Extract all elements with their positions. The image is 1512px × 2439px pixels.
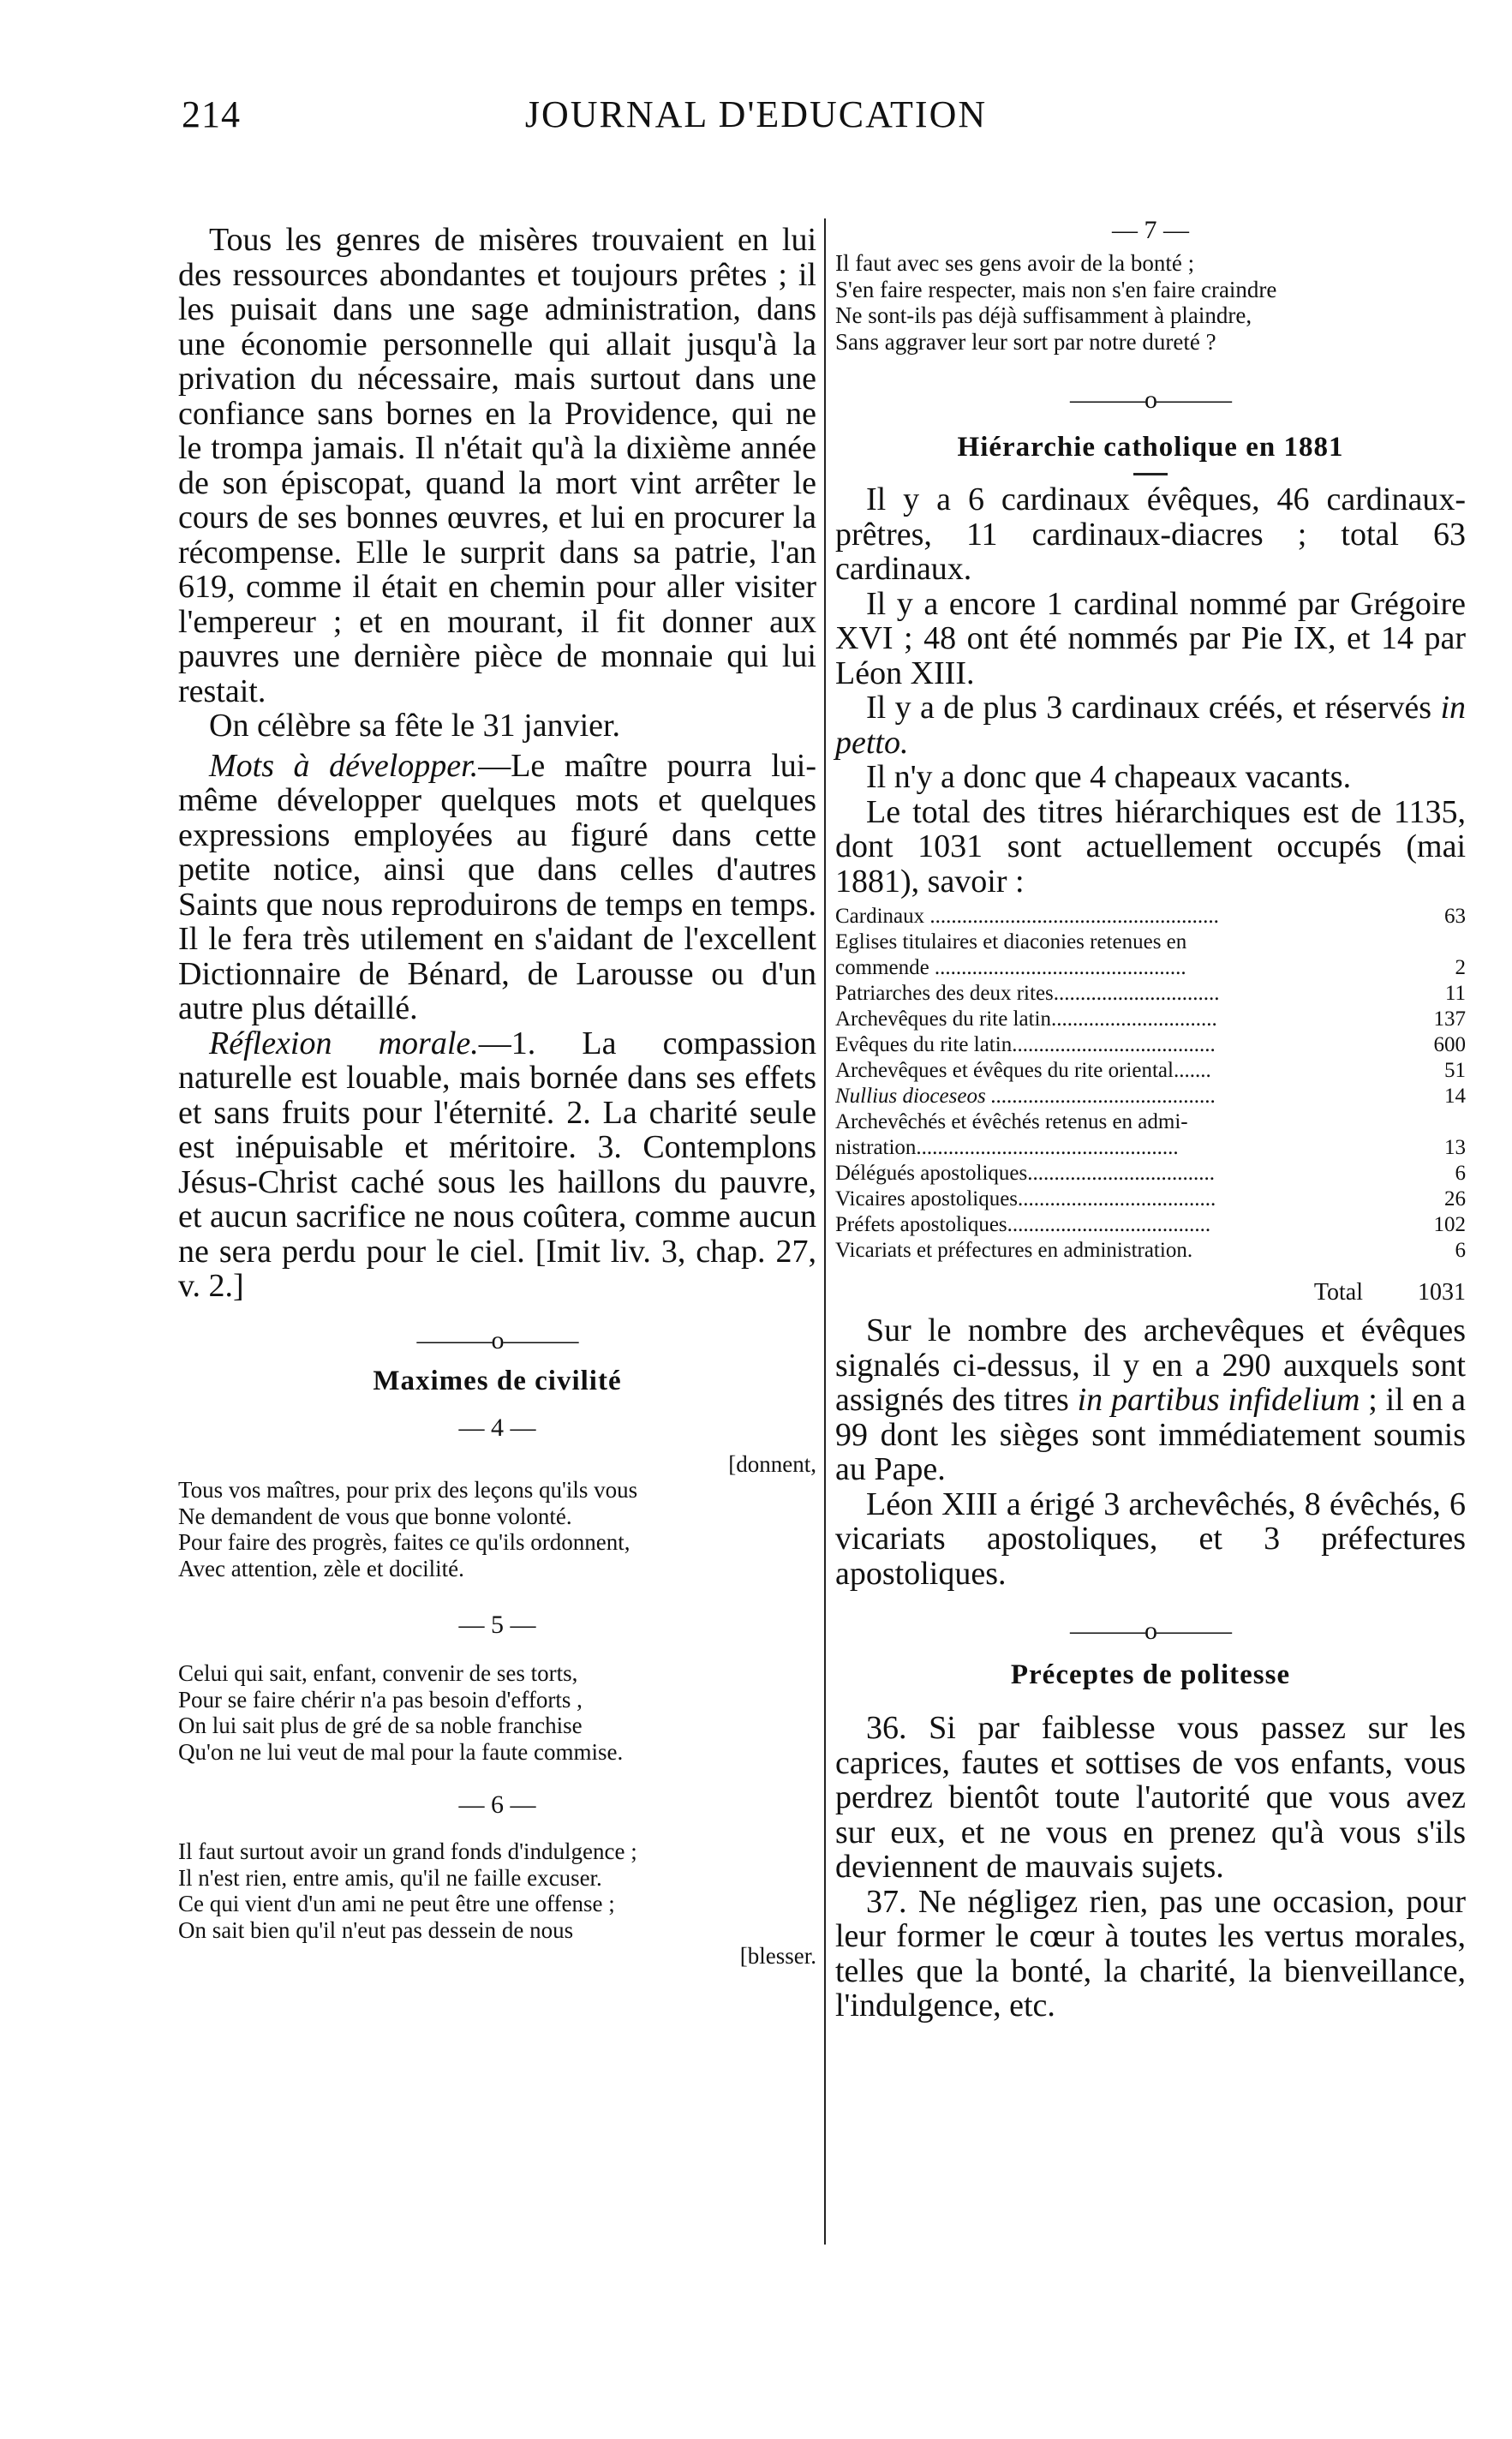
hierarchie-paragraph: Le total des titres hiérarchiques est de 1135, dont 1031 sont actuellement occupés (mai 1881), savoir : — [835, 793, 1466, 900]
in-partibus-italic: in partibus infidelium — [1077, 1382, 1360, 1418]
table-row — [835, 981, 1466, 1007]
table-row — [835, 904, 1466, 930]
row-value: 102 — [1433, 1213, 1466, 1236]
verse-line: Pour se faire chérir n'a pas besoin d'efforts , — [178, 1686, 583, 1713]
row-value: 137 — [1433, 1007, 1466, 1031]
hierarchy-table — [835, 904, 1466, 1310]
verse-line: S'en faire respecter, mais non s'en faire craindre — [835, 276, 1277, 302]
reflexion-label: Réflexion morale. — [209, 1025, 479, 1061]
mots-text: —Le maître pourra lui-même développer quelques mots et quelques expressions employées au figuré dans cette petite notice, ainsi que dans celles d'autres Saints que nous reproduirons de temps en temps. Il le fera très utilement en s'aidant de l'excellent Dictionnaire de Bénard, de Larousse ou d'un autre plus détaillé. — [178, 747, 816, 1026]
maxime-number: — 4 — — [458, 1413, 536, 1442]
row-label: Archevêchés et évêchés retenus en admi- — [835, 1110, 1188, 1133]
table-row — [835, 1084, 1466, 1109]
page-header — [0, 93, 1512, 144]
table-row — [835, 930, 1466, 955]
verse-line: On lui sait plus de gré de sa noble franchise — [178, 1713, 583, 1738]
left-column — [178, 223, 816, 1970]
table-row — [835, 1238, 1466, 1264]
heading-rule — [1133, 473, 1168, 475]
total-value: 1031 — [1418, 1279, 1466, 1306]
row-value: 6 — [1455, 1162, 1466, 1185]
verse-line: Ne sont-ils pas déjà suffisamment à plaindre, — [835, 302, 1252, 328]
verse-line: Il faut avec ses gens avoir de la bonté ; — [835, 250, 1195, 276]
table-row — [835, 1135, 1466, 1161]
verse-line: Ce qui vient d'un ami ne peut être une offense ; — [178, 1891, 615, 1916]
verse-line: Avec attention, zèle et docilité. — [178, 1555, 464, 1581]
verse-line: Il faut surtout avoir un grand fonds d'indulgence ; — [178, 1838, 637, 1864]
table-row — [835, 1058, 1466, 1084]
column-divider — [824, 218, 826, 2245]
row-label: commende ............................................... — [835, 956, 1186, 979]
table-row — [835, 1187, 1466, 1212]
journal-title: JOURNAL D'EDUCATION — [524, 93, 988, 135]
total-label: Total — [1313, 1279, 1363, 1306]
page-number: 214 — [182, 93, 241, 135]
hierarchie-paragraph: Il y a 6 cardinaux évêques, 46 cardinaux-prêtres, 11 cardinaux-diacres ; total 63 cardinaux. — [835, 481, 1466, 587]
table-row — [835, 1212, 1466, 1238]
feast-day-paragraph: On célèbre sa fête le 31 janvier. — [209, 708, 621, 744]
row-label: Délégués apostoliques................................... — [835, 1162, 1216, 1185]
table-row — [835, 1032, 1466, 1058]
preceptes-heading: Préceptes de politesse — [1010, 1659, 1291, 1690]
row-value: 6 — [1455, 1239, 1466, 1262]
table-row — [835, 955, 1466, 981]
maxime-number: — 6 — — [458, 1790, 536, 1819]
row-label: Vicaires apostoliques..................................... — [835, 1187, 1216, 1211]
verse-line: Il n'est rien, entre amis, qu'il ne faille excuser. — [178, 1864, 602, 1891]
maximes-heading: Maximes de civilité — [373, 1365, 622, 1396]
verse-overflow: [blesser. — [739, 1943, 816, 1969]
row-value: 51 — [1444, 1059, 1466, 1082]
row-value: 63 — [1444, 905, 1466, 928]
right-column — [835, 216, 1466, 2024]
row-label: Evêques du rite latin...................................... — [835, 1033, 1216, 1056]
hierarchie-text: Sur le nombre des archevêques et évêques signalés ci-dessus, il y en a 290 auxquels sont assignés des titres — [835, 1312, 1466, 1418]
row-label: Eglises titulaires et diaconies retenues en — [835, 930, 1187, 953]
hierarchie-paragraph: Léon XIII a érigé 3 archevêchés, 8 évêchés, 6 vicariats apostoliques, et 3 préfectures apostoliques. — [835, 1486, 1466, 1592]
section-separator: ———o——— — [1070, 386, 1231, 414]
mots-label: Mots à développer. — [209, 747, 479, 784]
row-value: 26 — [1444, 1187, 1466, 1211]
row-value — [1414, 930, 1466, 955]
maxime-5 — [178, 1611, 816, 1765]
row-label: Patriarches des deux rites............................... — [835, 982, 1220, 1005]
row-label: Archevêques et évêques du rite oriental....... — [835, 1059, 1211, 1082]
row-value: 600 — [1433, 1033, 1466, 1056]
verse-line: Pour faire des progrès, faites ce qu'ils ordonnent, — [178, 1529, 630, 1555]
row-value — [1414, 1109, 1466, 1135]
row-value: 13 — [1444, 1136, 1466, 1159]
maxime-number: — 5 — — [458, 1611, 536, 1639]
verse-line: Qu'on ne lui veut de mal pour la faute commise. — [178, 1738, 624, 1765]
mots-paragraph — [178, 749, 816, 1026]
row-value: 2 — [1455, 956, 1466, 979]
hierarchie-text: ; il en a 99 dont les sièges sont immédiatement soumis au Pape. — [835, 1382, 1466, 1487]
hierarchie-paragraph: Il y a encore 1 cardinal nommé par Grégoire XVI ; 48 ont été nommés par Pie IX, et 14 par Léon XIII. — [835, 585, 1466, 691]
in-petto-italic: in petto. — [835, 690, 1466, 761]
row-label: nistration................................................. — [835, 1136, 1179, 1159]
row-value: 14 — [1444, 1085, 1466, 1108]
hierarchie-paragraph: Il n'y a donc que 4 chapeaux vacants. — [866, 759, 1352, 795]
reflexion-paragraph — [178, 1026, 816, 1304]
precept-37: 37. Ne négligez rien, pas une occasion, pour leur former le cœur à toutes les vertus morales, telles que la bonté, la charité, la bienveillance, l'indulgence, etc. — [835, 1883, 1466, 2024]
row-label: Nullius dioceseos .......................................... — [835, 1085, 1216, 1108]
maxime-7 — [835, 216, 1466, 355]
hierarchie-heading: Hiérarchie catholique en 1881 — [957, 432, 1344, 463]
maxime-number: — 7 — — [1112, 216, 1189, 244]
table-row — [835, 1007, 1466, 1032]
hierarchie-paragraph — [835, 1313, 1466, 1487]
verse-line: On sait bien qu'il n'eut pas dessein de nous — [178, 1916, 574, 1943]
row-value: 11 — [1444, 982, 1466, 1005]
table-row — [835, 1109, 1466, 1135]
saint-paragraph: Tous les genres de misères trouvaient en lui des ressources abondantes et toujours prêtes ; il les puisait dans une sage administration, dans une économie personnelle qui allait jusqu'à la privation du nécessaire, mais surtout dans une confiance sans bornes en la Providence, qui ne le trompa jamais. Il n'était qu'à la dixième année de son épiscopat, quand la mort vint arrêter le cours de ses bonnes œuvres, et lui en procurer la récompense. Elle le surprit dans sa patrie, l'an 619, comme il était en chemin pour aller visiter l'empereur ; et en mourant, il fit donner aux pauvres une dernière pièce de monnaie qui lui restait. — [178, 222, 816, 709]
verse-line: Celui qui sait, enfant, convenir de ses torts, — [178, 1660, 578, 1686]
maxime-4 — [178, 1414, 816, 1582]
section-separator: ———o——— — [416, 1325, 578, 1354]
verse-line: Sans aggraver leur sort par notre dureté ? — [835, 328, 1216, 355]
reflexion-text: —1. La compassion naturelle est louable, mais bornée dans ses effets et sans fruits pour l'éternité. 2. La charité seule est inépuisable et méritoire. 3. Contemplons Jésus-Christ caché sous les haillons du pauvre, et aucun sacrifice ne nous coûtera, comme aucun ne sera perdu pour le ciel. [Imit liv. 3, chap. 27, v. 2.] — [178, 1025, 816, 1304]
row-label: Archevêques du rite latin............................... — [835, 1007, 1217, 1031]
hierarchie-text: Il y a de plus 3 cardinaux créés, et réservés — [866, 690, 1441, 726]
section-separator: ———o——— — [1070, 1617, 1231, 1645]
maxime-6 — [178, 1790, 816, 1970]
verse-line: Tous vos maîtres, pour prix des leçons qu'ils vous — [178, 1477, 638, 1503]
row-label: Cardinaux ...................................................... — [835, 905, 1219, 928]
precept-36: 36. Si par faiblesse vous passez sur les caprices, fautes et sottises de vos enfants, vous perdrez bientôt toute l'autorité que vous avez sur eux, et ne vous en prenez qu'à vous s'ils deviennent de mauvais sujets. — [835, 1710, 1466, 1885]
hierarchie-paragraph — [835, 690, 1466, 760]
table-row — [835, 1161, 1466, 1187]
total-row — [835, 1264, 1466, 1310]
row-label: Vicariats et préfectures en administration. — [835, 1239, 1193, 1262]
row-label: Préfets apostoliques...................................... — [835, 1213, 1211, 1236]
verse-overflow: [donnent, — [728, 1450, 816, 1477]
verse-line: Ne demandent de vous que bonne volonté. — [178, 1503, 572, 1529]
